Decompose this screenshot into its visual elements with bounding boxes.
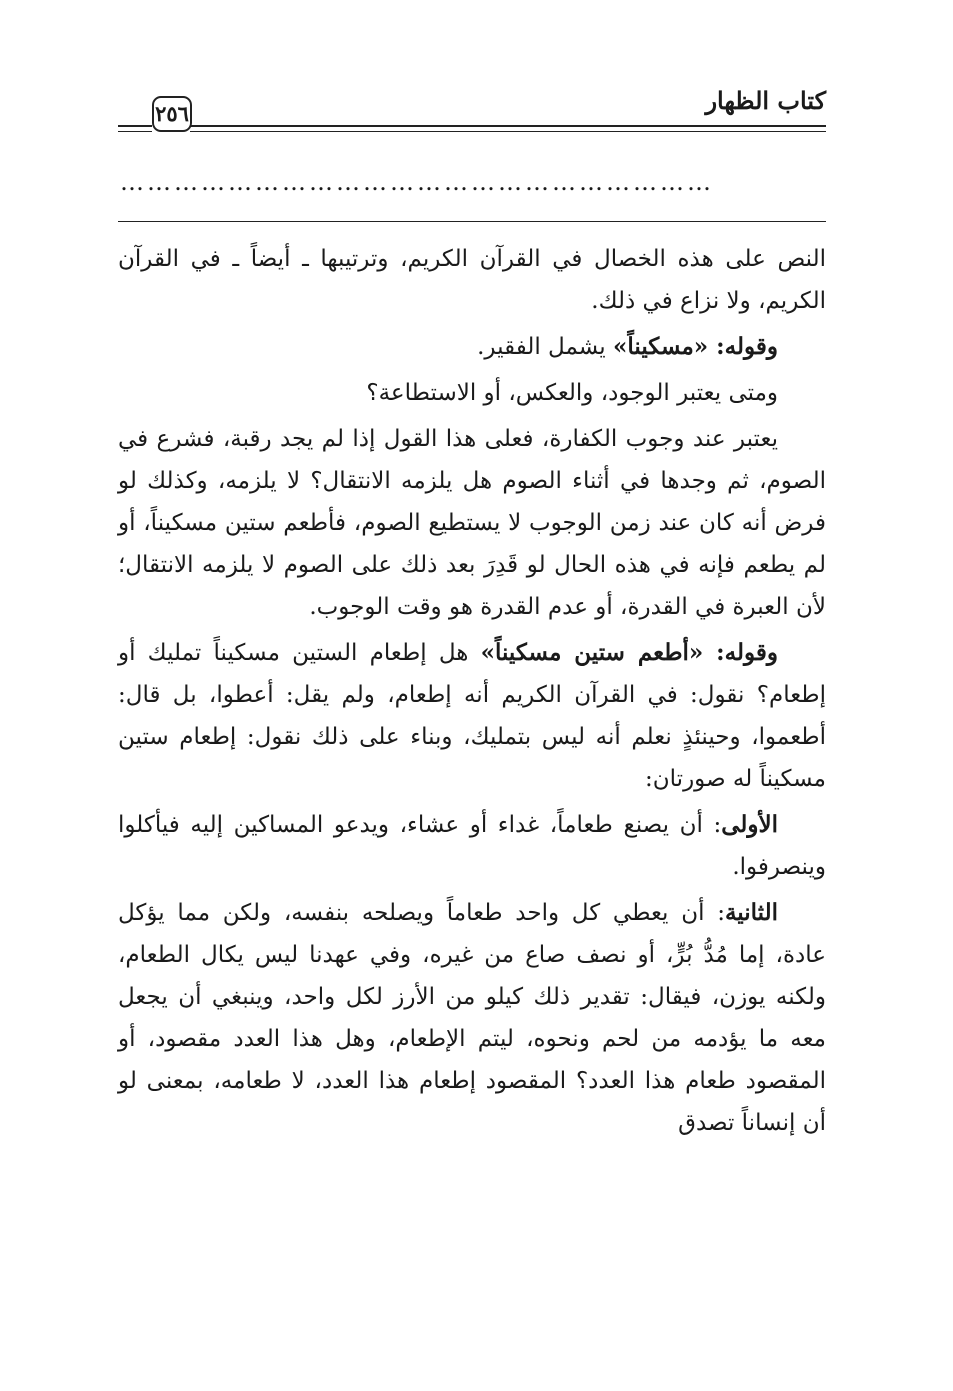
paragraph-text: يشمل الفقير. bbox=[477, 334, 613, 360]
paragraph bbox=[118, 892, 826, 1144]
header-rule-right bbox=[190, 125, 826, 132]
paragraph bbox=[118, 326, 826, 368]
paragraph-text: هل إطعام الستين مسكيناً تمليك أو إطعام؟ نقول: في القرآن الكريم أنه إطعام، ولم يقل: أعطوا، بل قال: أطعموا، وحينئذٍ نعلم أنه ليس بتمليك، وبناء على ذلك نقول: إطعام ستين مسكيناً له صورتان: bbox=[118, 640, 826, 792]
page-number: ٢٥٦ bbox=[152, 96, 192, 132]
paragraph-lead: الأولى bbox=[721, 811, 778, 838]
header-rule-left bbox=[118, 125, 152, 132]
paragraph bbox=[118, 238, 826, 322]
paragraph bbox=[118, 372, 826, 414]
paragraph bbox=[118, 418, 826, 628]
book-title: كتاب الظهار bbox=[705, 86, 826, 115]
separator-line bbox=[118, 221, 826, 222]
page-header bbox=[118, 84, 826, 134]
paragraph-text: : أن يصنع طعاماً، غداء أو عشاء، ويدعو المساكين إليه فيأكلوا وينصرفوا. bbox=[118, 812, 826, 880]
paragraph-lead: الثانية bbox=[724, 899, 778, 926]
paragraph-text: : أن يعطي كل واحد طعاماً ويصلحه بنفسه، ولكن مما يؤكل عادة، إما مُدُّ بُرٍّ، أو نصف صاع من غيره، وفي عهدنا ليس يكال الطعام، ولكنه يوزن، فيقال: تقدير ذلك كيلو من الأرز لكل واحد، وينبغي أن يجعل معه ما يؤدمه من لحم ونحوه، ليتم الإطعام، وهل هذا العدد مقصود، أو المقصود طعام هذا العدد؟ المقصود إطعام هذا العدد، لا طعامه، بمعنى لو أن إنساناً تصدق bbox=[118, 900, 826, 1136]
paragraph-lead: وقوله: «مسكيناً» bbox=[613, 333, 778, 360]
paragraph bbox=[118, 632, 826, 800]
paragraph-text: ومتى يعتبر الوجود، والعكس، أو الاستطاعة؟ bbox=[366, 380, 778, 406]
paragraph-text: يعتبر عند وجوب الكفارة، فعلى هذا القول إذا لم يجد رقبة، فشرع في الصوم، ثم وجدها في أثناء الصوم هل يلزمه الانتقال؟ لا يلزمه، وكذلك لو فرض أنه كان عند زمن الوجوب لا يستطيع الصوم، فأطعم ستين مسكيناً، أو لم يطعم فإنه في هذه الحال لو قَدِرَ بعد ذلك على الصوم لا يلزمه الانتقال؛ لأن العبرة في القدرة، أو عدم القدرة هو وقت الوجوب. bbox=[118, 426, 826, 620]
paragraph bbox=[118, 804, 826, 888]
paragraph-text: النص على هذه الخصال في القرآن الكريم، وترتيبها ـ أيضاً ـ في القرآن الكريم، ولا نزاع في ذلك. bbox=[118, 246, 826, 314]
paragraph-lead: وقوله: «أطعم ستين مسكيناً» bbox=[480, 639, 778, 666]
footnote-continuation-dots: ………………………………………………………… bbox=[120, 168, 714, 196]
main-text bbox=[118, 238, 826, 1148]
